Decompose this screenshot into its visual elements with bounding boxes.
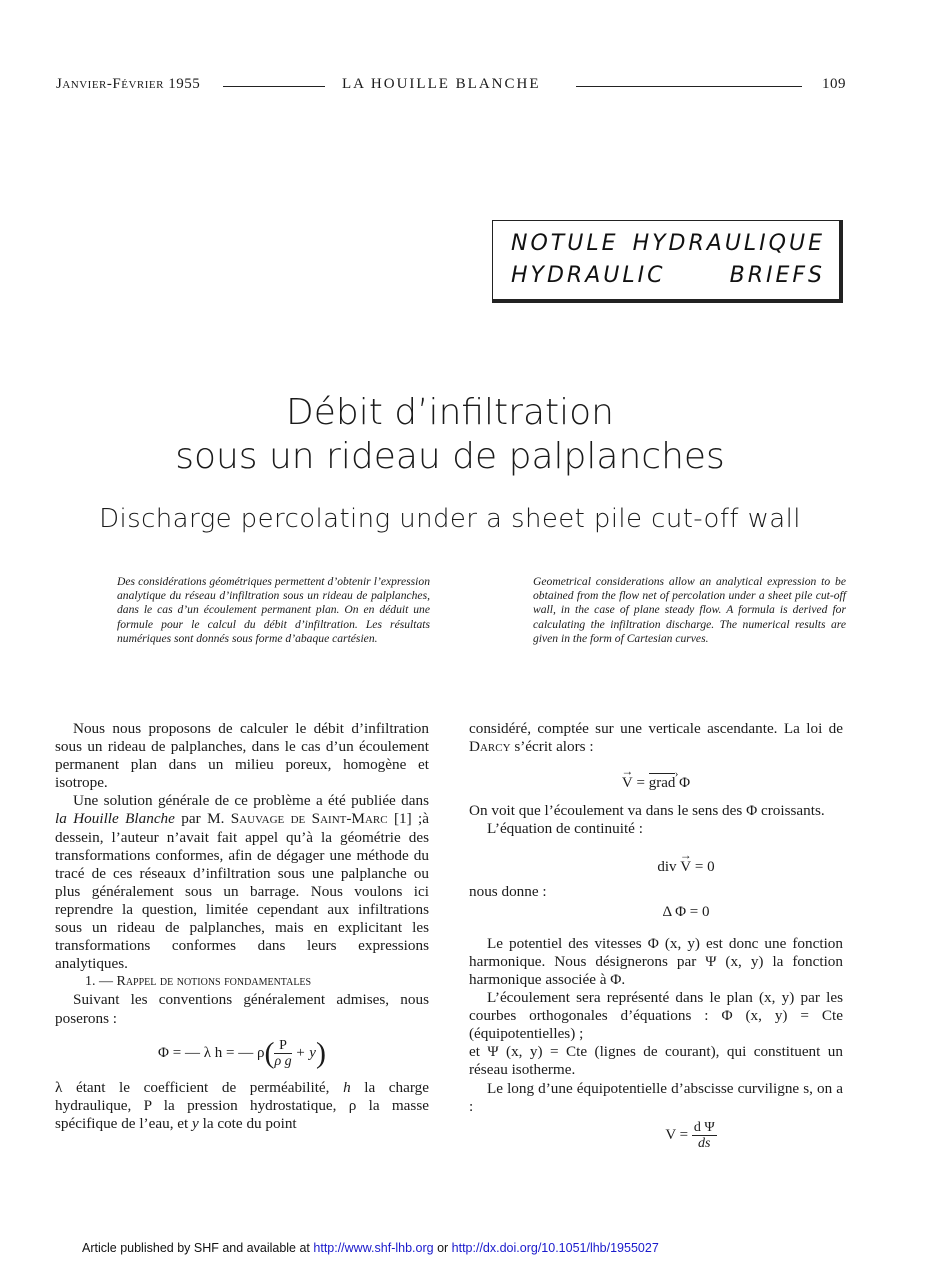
vector-v: → V: [622, 774, 633, 792]
divergence-operator: div: [657, 859, 681, 876]
fraction: [274, 1038, 291, 1069]
footer-link-shf[interactable]: http://www.shf-lhb.org: [313, 1241, 434, 1255]
abstract-fr: Des considérations géométriques permettent d’obtenir l’expression analytique du réseau d’infiltration sous un rideau de palplanches, dans le cas d’un écoulement permanent plan. On en déduit une formule pour le calcul du débit d’infiltration. Les résultats numériques sont donnés sous forme d’abaque cartésien.: [117, 575, 430, 645]
paren-open: (: [264, 1036, 275, 1070]
paragraph: L’écoulement sera représenté dans le plan (x, y) par les courbes orthogonales d’équations : Φ (x, y) = Cte (équipotentielles) ;: [469, 989, 843, 1043]
category-word: NOTULE: [511, 231, 619, 256]
text-run: la cote du point: [198, 1114, 297, 1132]
symbol-phi: Φ: [675, 775, 691, 792]
paragraph: Suivant les conventions généralement admises, nous poserons :: [55, 991, 429, 1027]
category-line-en: [511, 263, 825, 288]
paragraph: On voit que l’écoulement va dans le sens des Φ croissants.: [469, 802, 825, 820]
paragraph: et Ψ (x, y) = Cte (lignes de courant), qui constituent un réseau isotherme.: [469, 1043, 843, 1079]
text-run: considéré, comptée sur une verticale ascendante. La loi de: [469, 720, 843, 737]
equation-lhs: V =: [665, 1126, 692, 1143]
author-name: Sauvage de Saint-Marc: [230, 810, 388, 828]
text-run: Une solution générale de ce problème a été publiée dans: [73, 792, 429, 810]
paren-close: ): [315, 1036, 326, 1070]
equation-tail: + y: [295, 1044, 316, 1061]
category-box: [492, 220, 843, 303]
footer-text: Article published by SHF and available at: [82, 1241, 314, 1255]
running-header-journal: LA HOUILLE BLANCHE: [342, 76, 541, 92]
title-fr-line2: sous un rideau de palplanches: [175, 436, 725, 477]
equation-rhs: = 0: [691, 859, 715, 876]
gradient-operator: grad ›: [649, 774, 676, 792]
text-run: la charge hydraulique, P la pression hydrostatique, ρ la masse spécifique de l’eau, et: [55, 1078, 429, 1132]
equation-lhs: Φ = — λ h = — ρ: [158, 1044, 265, 1061]
section-title: Rappel de notions fondamentales: [116, 974, 312, 990]
symbol-y: y: [192, 1114, 199, 1132]
paragraph: [55, 792, 429, 973]
paragraph: L’équation de continuité :: [487, 820, 643, 838]
footer-text: or: [433, 1241, 452, 1255]
category-word: BRIEFS: [729, 263, 825, 288]
page-number: 109: [822, 76, 846, 92]
equation-laplace: Δ Φ = 0: [662, 903, 710, 920]
text-run: par M.: [174, 810, 231, 828]
category-line-fr: [511, 231, 825, 256]
paragraph: Le potentiel des vitesses Φ (x, y) est donc une fonction harmonique. Nous désignerons par Ψ (x, y) la fonction harmonique associée à Φ.: [469, 934, 843, 988]
abstract-en: Geometrical considerations allow an analytical expression to be obtained from the flow net of percolation under a sheet pile cut-off wall, in the case of plane steady flow. A formula is derived for calculating the infiltration discharge. The numerical results are given in the form of Cartesian curves.: [533, 575, 846, 645]
paragraph: nous donne :: [469, 882, 547, 900]
running-header-date: Janvier-Février 1955: [56, 76, 201, 92]
header-rule-left: [223, 86, 325, 87]
category-word: HYDRAULIQUE: [632, 231, 825, 256]
text-run: [1] ;à dessein, l’auteur n’avait fait appel qu’à la géométrie des transformations conformes, afin de dégager une méthode du tracé de ces réseaux d’infiltration sous une palplanche ou plus généralement sous un barrage. Nous voulons ici reprendre la question, limitée cependant aux infiltrations sous un rideau de palplanches, mais en explicitant les transformations conformes dans leurs expressions analytiques.: [55, 810, 429, 973]
equation-potential: [55, 1038, 429, 1069]
footer-citation: [82, 1241, 659, 1255]
equation-continuity: [469, 858, 843, 876]
symbol-h: h: [343, 1078, 351, 1096]
body-column-left: [55, 720, 429, 1133]
vector-v: → V: [680, 858, 691, 876]
paragraph: [469, 720, 843, 756]
fraction-denominator: ρ g: [274, 1053, 292, 1069]
text-run: λ étant le coefficient de perméabilité,: [55, 1078, 344, 1096]
section-heading: [55, 973, 429, 991]
text-run: s’écrit alors :: [510, 738, 594, 756]
fraction: [692, 1120, 717, 1151]
fraction-numerator: P: [274, 1038, 291, 1054]
title-fr-line1: Débit d’infiltration: [285, 392, 614, 433]
body-column-right: [469, 720, 843, 1161]
fraction-numerator: d Ψ: [693, 1119, 715, 1135]
paragraph: [55, 1079, 429, 1133]
footer-link-doi[interactable]: http://dx.doi.org/10.1051/lhb/1955027: [451, 1241, 659, 1255]
fraction-denominator: ds: [698, 1135, 711, 1151]
header-rule-right: [576, 86, 802, 87]
section-number: 1. —: [85, 974, 113, 990]
equals-sign: =: [632, 775, 649, 792]
author-name: Darcy: [469, 738, 511, 756]
equation-velocity: [469, 1120, 843, 1151]
equation-darcy: [469, 774, 843, 792]
journal-name: la Houille Blanche: [55, 810, 175, 828]
paragraph: Le long d’une équipotentielle d’abscisse curviligne s, on a :: [469, 1079, 843, 1115]
paragraph: Nous nous proposons de calculer le débit d’infiltration sous un rideau de palplanches, dans le cas d’un écoulement permanent plan dans un milieu poreux, homogène et isotrope.: [55, 720, 429, 792]
title-en: Discharge percolating under a sheet pile cut-off wall: [99, 504, 801, 534]
category-word: HYDRAULIC: [511, 263, 666, 288]
